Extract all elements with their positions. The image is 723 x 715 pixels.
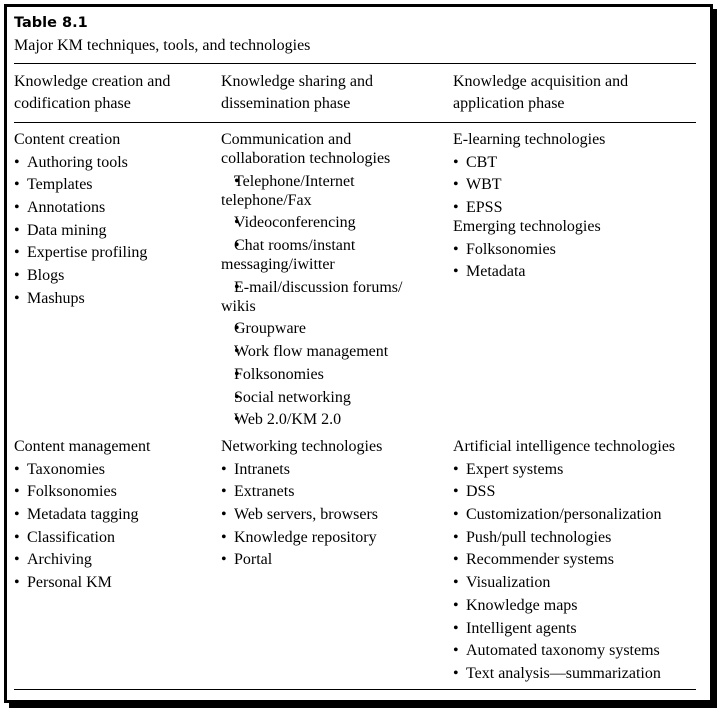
list-item: • Authoring tools: [14, 153, 214, 172]
group-heading-emerging: Emerging technologies: [453, 218, 601, 236]
list-item: • Classification: [14, 528, 214, 547]
list-item: • Expert systems: [453, 460, 708, 479]
list-item: • Personal KM: [14, 573, 214, 592]
list-item: • Extranets: [221, 482, 446, 501]
list-item: • Templates: [14, 175, 214, 194]
cell-networking: [221, 437, 446, 569]
list-item: • Expertise profiling: [14, 243, 214, 262]
item-list: [453, 460, 708, 683]
group-heading: Communication and collaboration technologies: [221, 131, 391, 167]
list-item: • Recommender systems: [453, 550, 708, 569]
group-heading: Networking technologies: [221, 438, 383, 455]
list-item: • Metadata tagging: [14, 505, 214, 524]
group-heading: E-learning technologies: [453, 131, 606, 148]
bottom-rule: [14, 689, 696, 690]
group-heading: Content creation: [14, 131, 121, 148]
list-item: • Customization/personalization: [453, 505, 708, 524]
list-item: • Social networking: [221, 388, 446, 407]
list-item: • Telephone/Internet telephone/Fax: [221, 172, 446, 210]
list-item: • Web servers, browsers: [221, 505, 446, 524]
list-item: • EPSS: [453, 198, 703, 217]
item-list: [453, 240, 703, 282]
list-item: • Folksonomies: [221, 365, 446, 384]
item-list: [14, 153, 214, 308]
table-caption: Major KM techniques, tools, and technologies: [14, 37, 311, 54]
header-rule: [14, 122, 696, 123]
list-item: • DSS: [453, 482, 708, 501]
item-list: [221, 460, 446, 570]
list-item: • Push/pull technologies: [453, 528, 708, 547]
list-item: • Videoconferencing: [221, 213, 446, 232]
list-item: • Text analysis—summarization: [453, 664, 708, 683]
group-heading: Artificial intelligence technologies: [453, 438, 676, 455]
cell-content-creation: [14, 130, 214, 308]
list-item: • Intranets: [221, 460, 446, 479]
group-heading: Content management: [14, 438, 151, 455]
cell-artificial-intelligence: [453, 437, 708, 683]
top-rule: [14, 63, 696, 64]
list-item: • Taxonomies: [14, 460, 214, 479]
cell-content-management: [14, 437, 214, 592]
list-item: • Web 2.0/KM 2.0: [221, 410, 446, 429]
frame-shadow-bottom: [9, 703, 717, 708]
list-item: • E-mail/discussion forums/ wikis: [221, 278, 446, 316]
list-item: • Blogs: [14, 266, 214, 285]
frame-shadow-right: [713, 9, 717, 708]
list-item: • WBT: [453, 175, 703, 194]
cell-elearning: [453, 130, 703, 281]
list-item: • Knowledge repository: [221, 528, 446, 547]
list-item: • Folksonomies: [14, 482, 214, 501]
list-item: • Archiving: [14, 550, 214, 569]
list-item: • Portal: [221, 550, 446, 569]
list-item: • Folksonomies: [453, 240, 703, 259]
list-item: • Mashups: [14, 289, 214, 308]
list-item: • Work flow management: [221, 342, 446, 361]
list-item: • Chat rooms/instant messaging/iwitter: [221, 236, 446, 274]
item-list: [221, 172, 446, 430]
list-item: • Visualization: [453, 573, 708, 592]
list-item: • Data mining: [14, 221, 214, 240]
list-item: • Automated taxonomy systems: [453, 641, 708, 660]
list-item: • Annotations: [14, 198, 214, 217]
item-list: [453, 153, 703, 217]
column-header-sharing: Knowledge sharing and dissemination phase: [221, 73, 373, 112]
item-list: [14, 460, 214, 592]
cell-communication: [221, 130, 446, 429]
list-item: • Intelligent agents: [453, 619, 708, 638]
list-item: • CBT: [453, 153, 703, 172]
column-header-creation: Knowledge creation and codification phase: [14, 73, 171, 112]
list-item: • Metadata: [453, 262, 703, 281]
table-title: Table 8.1: [14, 15, 88, 31]
list-item: • Groupware: [221, 319, 446, 338]
list-item: • Knowledge maps: [453, 596, 708, 615]
column-header-acquisition: Knowledge acquisition and application phase: [453, 73, 629, 112]
